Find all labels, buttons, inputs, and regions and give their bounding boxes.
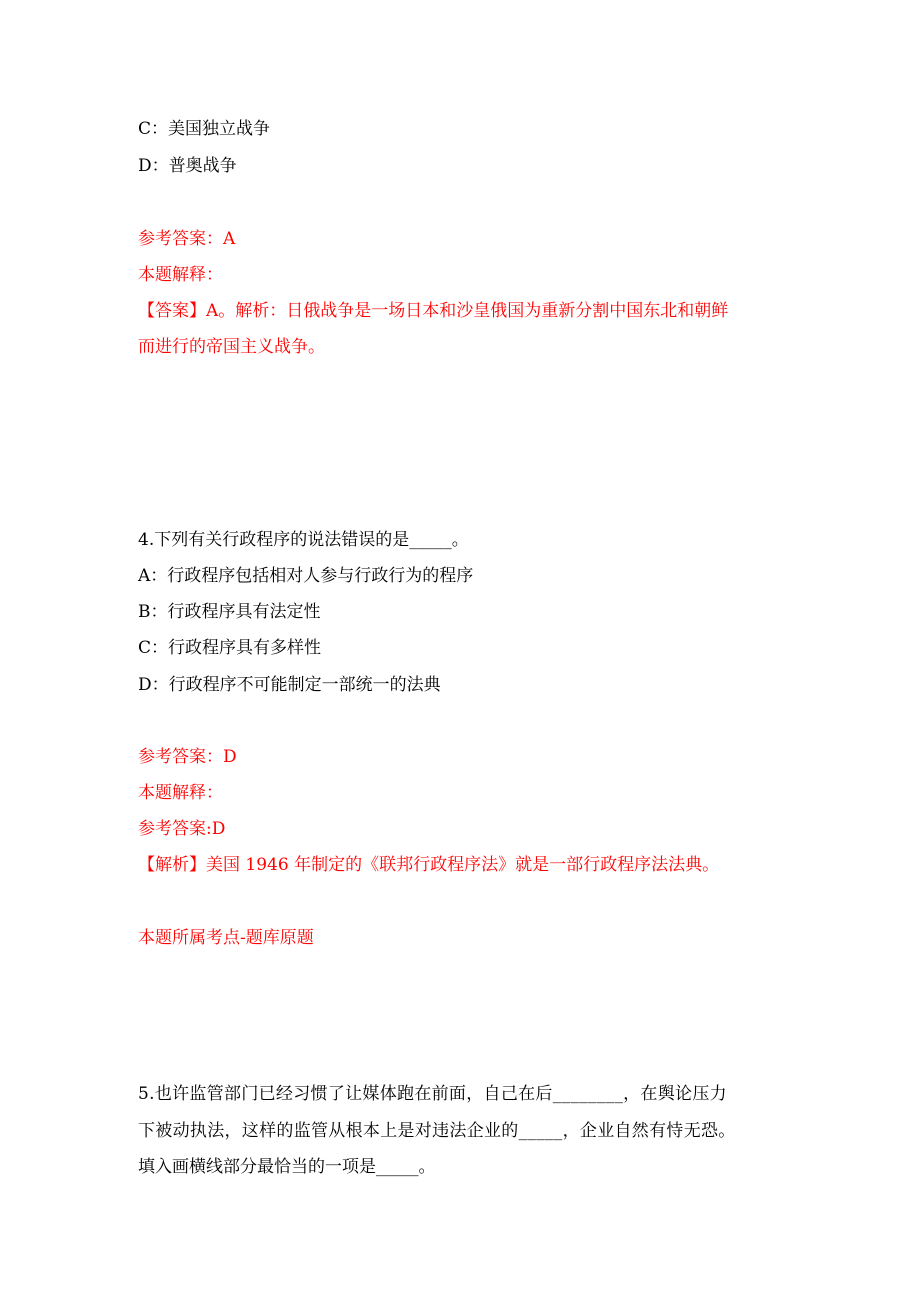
q4-question: 4.下列有关行政程序的说法错误的是_____。	[138, 530, 469, 550]
q4-option-a: A：行政程序包括相对人参与行政行为的程序	[138, 566, 474, 586]
q4-explanation: 【解析】美国 1946 年制定的《联邦行政程序法》就是一部行政程序法法典。	[138, 855, 720, 875]
q4-answer-repeat: 参考答案:D	[138, 819, 226, 839]
q5-question-line-2: 下被动执法，这样的监管从根本上是对违法企业的_____，企业自然有恃无恐。	[138, 1121, 736, 1141]
q3-answer: 参考答案：A	[138, 229, 236, 249]
q3-option-c: C：美国独立战争	[138, 119, 271, 139]
q3-explanation-line-2: 而进行的帝国主义战争。	[138, 337, 325, 357]
q3-explanation-label: 本题解释：	[138, 265, 223, 285]
q3-option-d: D：普奥战争	[138, 156, 237, 176]
q4-option-b: B：行政程序具有法定性	[138, 602, 321, 622]
q4-answer: 参考答案：D	[138, 747, 237, 767]
q4-option-d: D：行政程序不可能制定一部统一的法典	[138, 675, 441, 695]
q4-option-c: C：行政程序具有多样性	[138, 638, 322, 658]
q3-explanation-line-1: 【答案】A。解析：日俄战争是一场日本和沙皇俄国为重新分割中国东北和朝鲜	[138, 301, 729, 321]
q4-explanation-label: 本题解释：	[138, 783, 223, 803]
q5-question-line-3: 填入画横线部分最恰当的一项是_____。	[138, 1157, 436, 1177]
q5-question-line-1: 5.也许监管部门已经习惯了让媒体跑在前面，自己在后________，在舆论压力	[138, 1084, 727, 1104]
q4-topic: 本题所属考点-题库原题	[138, 928, 314, 948]
